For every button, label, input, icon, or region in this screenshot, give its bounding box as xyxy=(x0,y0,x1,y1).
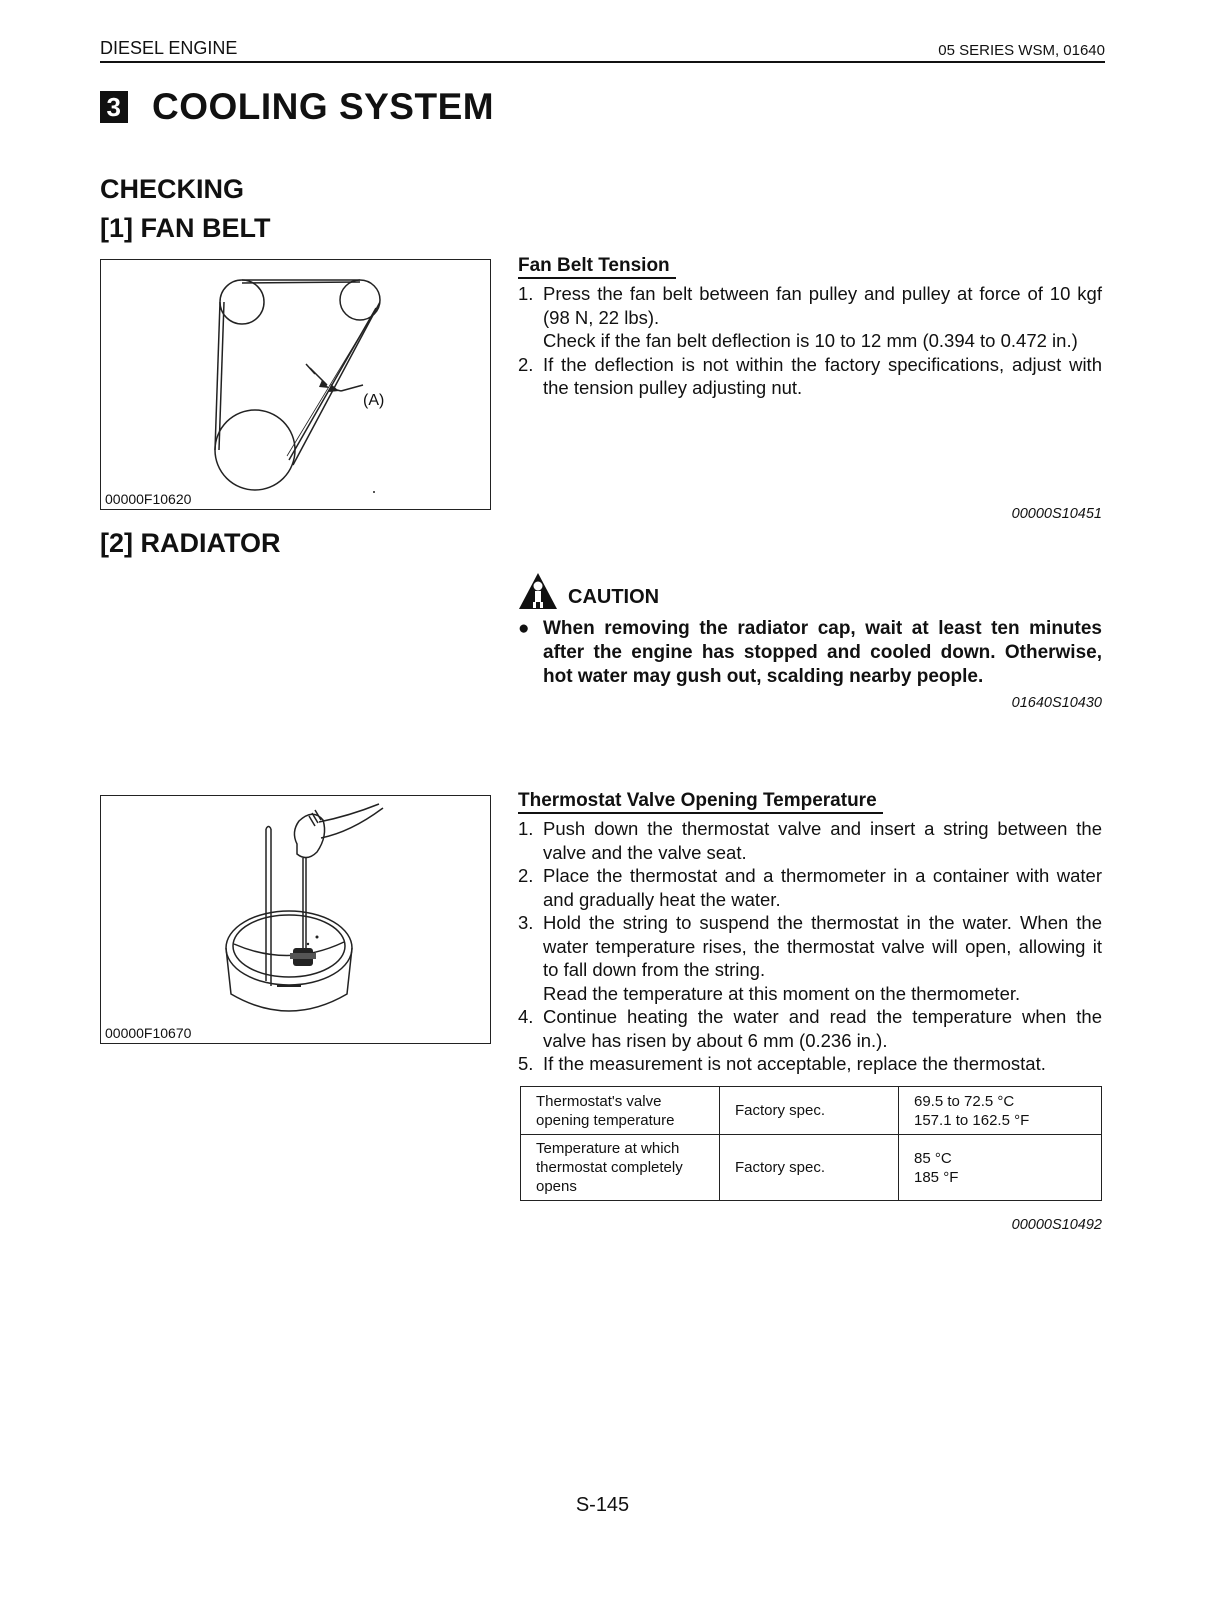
table-cell-value xyxy=(899,1135,1102,1201)
step-text: Read the temperature at this moment on the thermometer. xyxy=(543,982,1021,1004)
fan-belt-label-a: (A) xyxy=(363,392,385,409)
fan-belt-subheading: Fan Belt Tension xyxy=(518,255,676,279)
checking-heading: CHECKING xyxy=(100,174,245,204)
step-number: 4. xyxy=(518,1006,534,1027)
cell-line: Thermostat's valve xyxy=(536,1092,662,1110)
thermostat-figure xyxy=(100,795,491,1044)
table-cell-type: Factory spec. xyxy=(720,1135,899,1201)
step-item xyxy=(518,911,1102,1005)
step-item xyxy=(518,353,1102,400)
caution-label: CAUTION xyxy=(568,586,660,608)
fan-belt-heading: [1] FAN BELT xyxy=(100,213,271,243)
step-item xyxy=(518,864,1102,911)
cell-line: thermostat completely xyxy=(536,1159,683,1176)
section-title xyxy=(100,86,494,128)
step-text: Hold the string to suspend the thermostat in the water. When the water temperature rises, the thermostat valve will open, allowing it to fall down from the string. xyxy=(543,912,1102,980)
fan-belt-drawing xyxy=(101,260,490,509)
caution-code: 01640S10430 xyxy=(1011,695,1102,711)
step-text: Check if the fan belt deflection is 10 to 12 mm (0.394 to 0.472 in.) xyxy=(543,330,1078,351)
step-text: Press the fan belt between fan pulley and pulley at force of 10 kgf (98 N, 22 lbs). xyxy=(543,283,1102,328)
radiator-heading: [2] RADIATOR xyxy=(100,528,281,558)
cell-line: opens xyxy=(536,1178,577,1195)
step-item xyxy=(518,817,1102,864)
fan-belt-code: 00000S10451 xyxy=(1011,506,1102,522)
thermostat-drawing xyxy=(101,796,490,1043)
fan-belt-figure-code: 00000F10620 xyxy=(105,491,192,507)
thermostat-code: 00000S10492 xyxy=(1011,1217,1102,1233)
fan-belt-steps xyxy=(518,282,1102,400)
step-number: 3. xyxy=(518,912,534,933)
step-item xyxy=(518,1052,1102,1076)
step-number: 2. xyxy=(518,353,534,375)
thermostat-figure-code: 00000F10670 xyxy=(105,1025,192,1041)
cell-line: opening temperature xyxy=(536,1111,675,1129)
thermostat-subheading: Thermostat Valve Opening Temperature xyxy=(518,790,883,814)
warning-triangle-icon xyxy=(518,572,558,610)
caution-text-block xyxy=(518,617,1102,689)
page-number: S-145 xyxy=(575,1494,630,1516)
step-number: 1. xyxy=(518,283,534,304)
header-right: 05 SERIES WSM, 01640 xyxy=(938,42,1105,59)
step-number: 1. xyxy=(518,818,534,839)
table-cell-type: Factory spec. xyxy=(720,1087,899,1135)
step-number: 2. xyxy=(518,865,534,886)
step-text: If the deflection is not within the factory specifications, adjust with the tension pulley adjusting nut. xyxy=(543,353,1102,398)
step-item xyxy=(518,1005,1102,1052)
cell-line: 157.1 to 162.5 °F xyxy=(914,1111,1030,1129)
section-number: 3 xyxy=(100,91,128,123)
table-row xyxy=(521,1087,1102,1135)
step-number: 5. xyxy=(518,1053,534,1074)
step-text: If the measurement is not acceptable, replace the thermostat. xyxy=(543,1053,1046,1074)
caution-header xyxy=(518,572,659,610)
cell-line: Temperature at which xyxy=(536,1140,680,1157)
cell-line: 185 °F xyxy=(914,1168,959,1186)
caution-text: When removing the radiator cap, wait at least ten minutes after the engine has stopped and cooled down. Otherwise, hot water may gush out, scalding nearby people. xyxy=(543,618,1102,687)
fan-belt-figure xyxy=(100,259,491,510)
table-cell-item xyxy=(521,1087,720,1135)
step-item xyxy=(518,282,1102,353)
step-text: Push down the thermostat valve and insert a string between the valve and the valve seat. xyxy=(543,818,1102,863)
caution-bullet: ● xyxy=(518,618,530,639)
header-rule xyxy=(100,61,1105,63)
spec-table xyxy=(520,1086,1102,1201)
step-text: Place the thermostat and a thermometer in a container with water and gradually heat the water. xyxy=(543,865,1102,910)
step-text: Continue heating the water and read the temperature when the valve has risen by about 6 mm (0.236 in.). xyxy=(543,1006,1102,1051)
thermostat-steps xyxy=(518,817,1102,1076)
table-row xyxy=(521,1135,1102,1201)
header-left: DIESEL ENGINE xyxy=(100,38,238,58)
section-title-text: COOLING SYSTEM xyxy=(152,86,495,127)
cell-line: 69.5 to 72.5 °C xyxy=(914,1092,1015,1110)
table-cell-value xyxy=(899,1087,1102,1135)
cell-line: 85 °C xyxy=(914,1149,952,1167)
table-cell-item xyxy=(521,1135,720,1201)
